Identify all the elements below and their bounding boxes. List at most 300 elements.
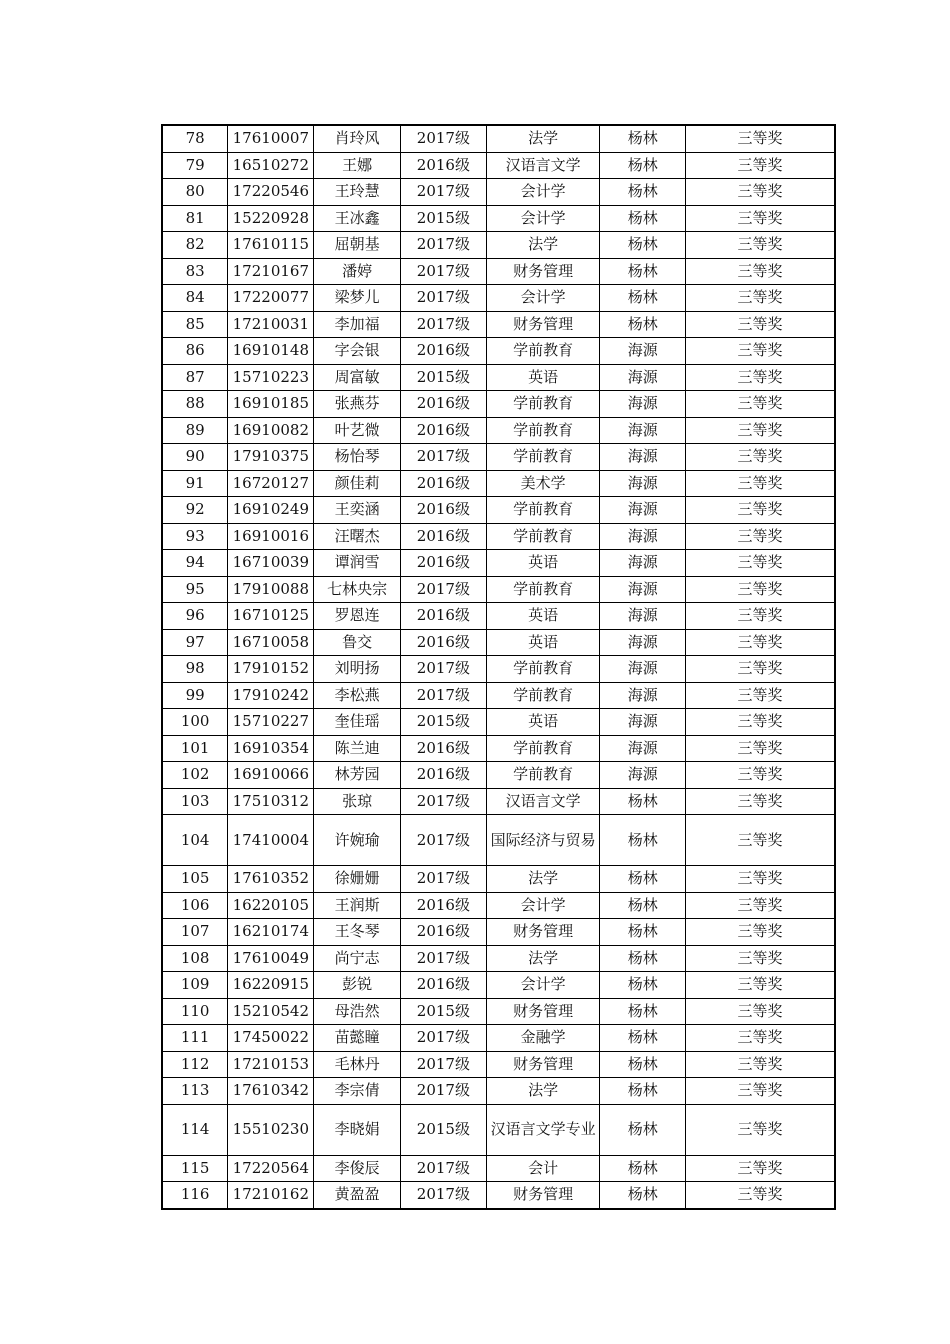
cell-major: 会计学 (486, 179, 600, 206)
cell-major: 金融学 (486, 1025, 600, 1052)
cell-award: 三等奖 (686, 1182, 835, 1209)
cell-award: 三等奖 (686, 232, 835, 259)
cell-name: 林芳园 (314, 762, 401, 789)
cell-name: 潘婷 (314, 258, 401, 285)
cell-student-id: 16710039 (228, 550, 314, 577)
cell-name: 王冬琴 (314, 919, 401, 946)
cell-student-id: 15220928 (228, 205, 314, 232)
table-row (162, 1104, 835, 1155)
cell-grade: 2016级 (401, 152, 487, 179)
cell-name: 七林央宗 (314, 576, 401, 603)
cell-major: 法学 (486, 866, 600, 893)
cell-major: 财务管理 (486, 258, 600, 285)
cell-number: 103 (162, 788, 228, 815)
cell-number: 102 (162, 762, 228, 789)
cell-grade: 2017级 (401, 1051, 487, 1078)
cell-award: 三等奖 (686, 945, 835, 972)
cell-grade: 2015级 (401, 1104, 487, 1155)
cell-award: 三等奖 (686, 1025, 835, 1052)
table-row (162, 285, 835, 312)
cell-award: 三等奖 (686, 523, 835, 550)
cell-number: 86 (162, 338, 228, 365)
cell-campus: 海源 (600, 603, 686, 630)
table-row (162, 417, 835, 444)
cell-name: 汪曙杰 (314, 523, 401, 550)
cell-student-id: 17910242 (228, 682, 314, 709)
cell-major: 法学 (486, 232, 600, 259)
cell-number: 80 (162, 179, 228, 206)
table-row (162, 364, 835, 391)
cell-student-id: 15710223 (228, 364, 314, 391)
table-row (162, 523, 835, 550)
cell-grade: 2017级 (401, 815, 487, 866)
cell-name: 鲁交 (314, 629, 401, 656)
cell-award: 三等奖 (686, 205, 835, 232)
cell-student-id: 17210031 (228, 311, 314, 338)
cell-campus: 海源 (600, 709, 686, 736)
cell-major: 法学 (486, 1078, 600, 1105)
table-row (162, 972, 835, 999)
cell-student-id: 16710125 (228, 603, 314, 630)
cell-student-id: 17220077 (228, 285, 314, 312)
cell-award: 三等奖 (686, 788, 835, 815)
table-row (162, 603, 835, 630)
cell-campus: 海源 (600, 364, 686, 391)
cell-campus: 海源 (600, 576, 686, 603)
cell-major: 会计学 (486, 285, 600, 312)
cell-grade: 2017级 (401, 285, 487, 312)
cell-campus: 海源 (600, 523, 686, 550)
cell-number: 83 (162, 258, 228, 285)
cell-major: 财务管理 (486, 998, 600, 1025)
table-row (162, 576, 835, 603)
cell-number: 108 (162, 945, 228, 972)
cell-campus: 杨林 (600, 1182, 686, 1209)
cell-major: 学前教育 (486, 682, 600, 709)
cell-name: 颜佳莉 (314, 470, 401, 497)
cell-name: 张琼 (314, 788, 401, 815)
cell-award: 三等奖 (686, 682, 835, 709)
cell-name: 梁梦儿 (314, 285, 401, 312)
cell-name: 王娜 (314, 152, 401, 179)
cell-grade: 2017级 (401, 682, 487, 709)
table-row (162, 470, 835, 497)
cell-student-id: 15710227 (228, 709, 314, 736)
cell-student-id: 17220546 (228, 179, 314, 206)
cell-number: 95 (162, 576, 228, 603)
cell-student-id: 17610115 (228, 232, 314, 259)
cell-award: 三等奖 (686, 152, 835, 179)
table-row (162, 338, 835, 365)
cell-student-id: 17910375 (228, 444, 314, 471)
table-row (162, 444, 835, 471)
cell-campus: 杨林 (600, 205, 686, 232)
cell-campus: 杨林 (600, 1155, 686, 1182)
cell-campus: 海源 (600, 656, 686, 683)
cell-number: 114 (162, 1104, 228, 1155)
cell-number: 94 (162, 550, 228, 577)
cell-campus: 海源 (600, 444, 686, 471)
cell-number: 87 (162, 364, 228, 391)
cell-name: 王润斯 (314, 892, 401, 919)
cell-campus: 海源 (600, 391, 686, 418)
cell-name: 张燕芬 (314, 391, 401, 418)
cell-name: 黄盈盈 (314, 1182, 401, 1209)
cell-student-id: 17610342 (228, 1078, 314, 1105)
cell-campus: 海源 (600, 470, 686, 497)
table-row (162, 998, 835, 1025)
cell-award: 三等奖 (686, 735, 835, 762)
cell-major: 英语 (486, 629, 600, 656)
cell-major: 会计 (486, 1155, 600, 1182)
table-row (162, 629, 835, 656)
cell-name: 苗懿瞳 (314, 1025, 401, 1052)
cell-major: 学前教育 (486, 391, 600, 418)
cell-number: 85 (162, 311, 228, 338)
cell-campus: 海源 (600, 682, 686, 709)
cell-student-id: 15210542 (228, 998, 314, 1025)
cell-student-id: 16910249 (228, 497, 314, 524)
cell-major: 财务管理 (486, 919, 600, 946)
cell-major: 学前教育 (486, 338, 600, 365)
cell-award: 三等奖 (686, 125, 835, 152)
table-row (162, 152, 835, 179)
cell-student-id: 16210174 (228, 919, 314, 946)
cell-number: 84 (162, 285, 228, 312)
cell-campus: 海源 (600, 629, 686, 656)
cell-student-id: 16510272 (228, 152, 314, 179)
cell-grade: 2015级 (401, 709, 487, 736)
cell-name: 陈兰迪 (314, 735, 401, 762)
cell-award: 三等奖 (686, 866, 835, 893)
award-list-table (161, 124, 836, 1210)
cell-award: 三等奖 (686, 417, 835, 444)
cell-name: 王奕涵 (314, 497, 401, 524)
cell-major: 汉语言文学 (486, 152, 600, 179)
cell-grade: 2016级 (401, 762, 487, 789)
cell-student-id: 17910152 (228, 656, 314, 683)
cell-major: 财务管理 (486, 1182, 600, 1209)
cell-student-id: 17410004 (228, 815, 314, 866)
cell-major: 法学 (486, 945, 600, 972)
cell-major: 学前教育 (486, 762, 600, 789)
cell-grade: 2017级 (401, 444, 487, 471)
cell-number: 79 (162, 152, 228, 179)
cell-name: 字会银 (314, 338, 401, 365)
cell-student-id: 16910354 (228, 735, 314, 762)
cell-grade: 2017级 (401, 232, 487, 259)
table-row (162, 179, 835, 206)
cell-award: 三等奖 (686, 629, 835, 656)
cell-award: 三等奖 (686, 1078, 835, 1105)
table-row (162, 945, 835, 972)
cell-award: 三等奖 (686, 497, 835, 524)
cell-grade: 2017级 (401, 788, 487, 815)
cell-award: 三等奖 (686, 576, 835, 603)
cell-student-id: 17610352 (228, 866, 314, 893)
cell-name: 许婉瑜 (314, 815, 401, 866)
cell-major: 汉语言文学专业 (486, 1104, 600, 1155)
table-row (162, 919, 835, 946)
cell-student-id: 16220915 (228, 972, 314, 999)
cell-student-id: 17910088 (228, 576, 314, 603)
table-row (162, 1078, 835, 1105)
cell-campus: 杨林 (600, 788, 686, 815)
cell-name: 奎佳瑶 (314, 709, 401, 736)
cell-award: 三等奖 (686, 762, 835, 789)
cell-grade: 2016级 (401, 391, 487, 418)
cell-number: 82 (162, 232, 228, 259)
table-row (162, 391, 835, 418)
table-row (162, 1155, 835, 1182)
cell-number: 104 (162, 815, 228, 866)
cell-name: 周富敏 (314, 364, 401, 391)
cell-campus: 海源 (600, 735, 686, 762)
cell-award: 三等奖 (686, 285, 835, 312)
cell-award: 三等奖 (686, 1051, 835, 1078)
cell-major: 学前教育 (486, 656, 600, 683)
cell-number: 90 (162, 444, 228, 471)
table-row (162, 497, 835, 524)
cell-major: 学前教育 (486, 576, 600, 603)
cell-name: 李宗倩 (314, 1078, 401, 1105)
cell-grade: 2017级 (401, 945, 487, 972)
cell-major: 汉语言文学 (486, 788, 600, 815)
cell-name: 毛林丹 (314, 1051, 401, 1078)
cell-student-id: 17610049 (228, 945, 314, 972)
cell-campus: 海源 (600, 550, 686, 577)
cell-award: 三等奖 (686, 1155, 835, 1182)
cell-grade: 2017级 (401, 656, 487, 683)
table-row (162, 709, 835, 736)
cell-student-id: 16710058 (228, 629, 314, 656)
cell-grade: 2017级 (401, 1025, 487, 1052)
cell-grade: 2017级 (401, 179, 487, 206)
cell-number: 93 (162, 523, 228, 550)
cell-award: 三等奖 (686, 998, 835, 1025)
cell-student-id: 17510312 (228, 788, 314, 815)
cell-name: 肖玲风 (314, 125, 401, 152)
cell-student-id: 16910016 (228, 523, 314, 550)
cell-award: 三等奖 (686, 972, 835, 999)
cell-name: 李加福 (314, 311, 401, 338)
table-row (162, 892, 835, 919)
cell-number: 91 (162, 470, 228, 497)
cell-grade: 2016级 (401, 523, 487, 550)
cell-campus: 杨林 (600, 258, 686, 285)
cell-major: 学前教育 (486, 735, 600, 762)
cell-grade: 2016级 (401, 497, 487, 524)
cell-name: 彭锐 (314, 972, 401, 999)
cell-major: 学前教育 (486, 523, 600, 550)
table-row (162, 258, 835, 285)
cell-award: 三等奖 (686, 338, 835, 365)
cell-grade: 2015级 (401, 364, 487, 391)
cell-campus: 杨林 (600, 1104, 686, 1155)
cell-number: 113 (162, 1078, 228, 1105)
cell-award: 三等奖 (686, 919, 835, 946)
cell-grade: 2016级 (401, 417, 487, 444)
cell-major: 会计学 (486, 205, 600, 232)
table-row (162, 866, 835, 893)
cell-major: 财务管理 (486, 1051, 600, 1078)
cell-student-id: 16910185 (228, 391, 314, 418)
cell-award: 三等奖 (686, 603, 835, 630)
cell-grade: 2017级 (401, 125, 487, 152)
cell-number: 105 (162, 866, 228, 893)
cell-name: 王冰鑫 (314, 205, 401, 232)
table-row (162, 815, 835, 866)
cell-major: 法学 (486, 125, 600, 152)
cell-number: 96 (162, 603, 228, 630)
cell-award: 三等奖 (686, 391, 835, 418)
cell-award: 三等奖 (686, 179, 835, 206)
cell-major: 学前教育 (486, 417, 600, 444)
cell-campus: 海源 (600, 338, 686, 365)
cell-name: 李松燕 (314, 682, 401, 709)
table-row (162, 125, 835, 152)
cell-grade: 2016级 (401, 338, 487, 365)
cell-grade: 2017级 (401, 576, 487, 603)
cell-grade: 2017级 (401, 311, 487, 338)
table-row (162, 656, 835, 683)
cell-campus: 海源 (600, 417, 686, 444)
cell-number: 81 (162, 205, 228, 232)
table-row (162, 232, 835, 259)
cell-student-id: 16220105 (228, 892, 314, 919)
cell-number: 110 (162, 998, 228, 1025)
cell-award: 三等奖 (686, 258, 835, 285)
table-row (162, 1051, 835, 1078)
cell-campus: 杨林 (600, 972, 686, 999)
cell-award: 三等奖 (686, 1104, 835, 1155)
cell-major: 会计学 (486, 972, 600, 999)
cell-number: 109 (162, 972, 228, 999)
cell-grade: 2016级 (401, 629, 487, 656)
table-row (162, 1025, 835, 1052)
cell-campus: 海源 (600, 497, 686, 524)
cell-student-id: 17210153 (228, 1051, 314, 1078)
cell-campus: 杨林 (600, 285, 686, 312)
cell-campus: 杨林 (600, 1051, 686, 1078)
cell-name: 杨怡琴 (314, 444, 401, 471)
cell-campus: 杨林 (600, 125, 686, 152)
cell-campus: 杨林 (600, 232, 686, 259)
cell-name: 徐姗姗 (314, 866, 401, 893)
cell-campus: 杨林 (600, 892, 686, 919)
cell-campus: 杨林 (600, 1025, 686, 1052)
cell-major: 英语 (486, 550, 600, 577)
cell-grade: 2017级 (401, 1155, 487, 1182)
cell-award: 三等奖 (686, 815, 835, 866)
cell-campus: 杨林 (600, 152, 686, 179)
table-row (162, 205, 835, 232)
table-row (162, 550, 835, 577)
cell-number: 106 (162, 892, 228, 919)
cell-major: 国际经济与贸易 (486, 815, 600, 866)
cell-name: 罗恩连 (314, 603, 401, 630)
cell-number: 98 (162, 656, 228, 683)
cell-grade: 2016级 (401, 919, 487, 946)
cell-grade: 2016级 (401, 892, 487, 919)
cell-name: 屈朝基 (314, 232, 401, 259)
cell-number: 107 (162, 919, 228, 946)
cell-number: 116 (162, 1182, 228, 1209)
cell-campus: 杨林 (600, 1078, 686, 1105)
cell-student-id: 17210162 (228, 1182, 314, 1209)
cell-name: 叶艺微 (314, 417, 401, 444)
cell-grade: 2017级 (401, 866, 487, 893)
cell-grade: 2016级 (401, 470, 487, 497)
cell-major: 英语 (486, 364, 600, 391)
cell-major: 学前教育 (486, 444, 600, 471)
cell-major: 美术学 (486, 470, 600, 497)
table-row (162, 1182, 835, 1209)
table-row (162, 788, 835, 815)
cell-grade: 2015级 (401, 998, 487, 1025)
cell-award: 三等奖 (686, 364, 835, 391)
cell-grade: 2016级 (401, 550, 487, 577)
cell-grade: 2017级 (401, 1182, 487, 1209)
cell-name: 尚宁志 (314, 945, 401, 972)
cell-campus: 杨林 (600, 866, 686, 893)
cell-major: 英语 (486, 709, 600, 736)
cell-number: 97 (162, 629, 228, 656)
cell-grade: 2016级 (401, 603, 487, 630)
cell-major: 学前教育 (486, 497, 600, 524)
cell-campus: 杨林 (600, 998, 686, 1025)
cell-grade: 2017级 (401, 1078, 487, 1105)
cell-major: 英语 (486, 603, 600, 630)
cell-name: 王玲慧 (314, 179, 401, 206)
cell-award: 三等奖 (686, 311, 835, 338)
cell-grade: 2015级 (401, 205, 487, 232)
cell-number: 112 (162, 1051, 228, 1078)
cell-award: 三等奖 (686, 709, 835, 736)
cell-student-id: 15510230 (228, 1104, 314, 1155)
cell-name: 李俊辰 (314, 1155, 401, 1182)
cell-number: 115 (162, 1155, 228, 1182)
cell-award: 三等奖 (686, 550, 835, 577)
cell-student-id: 17220564 (228, 1155, 314, 1182)
cell-award: 三等奖 (686, 892, 835, 919)
cell-campus: 杨林 (600, 919, 686, 946)
cell-student-id: 16910148 (228, 338, 314, 365)
cell-number: 89 (162, 417, 228, 444)
cell-student-id: 17610007 (228, 125, 314, 152)
award-list-body (162, 125, 835, 1209)
cell-number: 78 (162, 125, 228, 152)
cell-grade: 2016级 (401, 972, 487, 999)
cell-student-id: 16910082 (228, 417, 314, 444)
cell-student-id: 16720127 (228, 470, 314, 497)
cell-number: 88 (162, 391, 228, 418)
cell-number: 99 (162, 682, 228, 709)
cell-student-id: 17210167 (228, 258, 314, 285)
cell-name: 谭润雪 (314, 550, 401, 577)
cell-campus: 海源 (600, 762, 686, 789)
cell-number: 92 (162, 497, 228, 524)
cell-campus: 杨林 (600, 311, 686, 338)
cell-major: 财务管理 (486, 311, 600, 338)
cell-number: 101 (162, 735, 228, 762)
cell-student-id: 17450022 (228, 1025, 314, 1052)
table-row (162, 762, 835, 789)
cell-award: 三等奖 (686, 656, 835, 683)
table-row (162, 311, 835, 338)
table-row (162, 735, 835, 762)
cell-number: 111 (162, 1025, 228, 1052)
